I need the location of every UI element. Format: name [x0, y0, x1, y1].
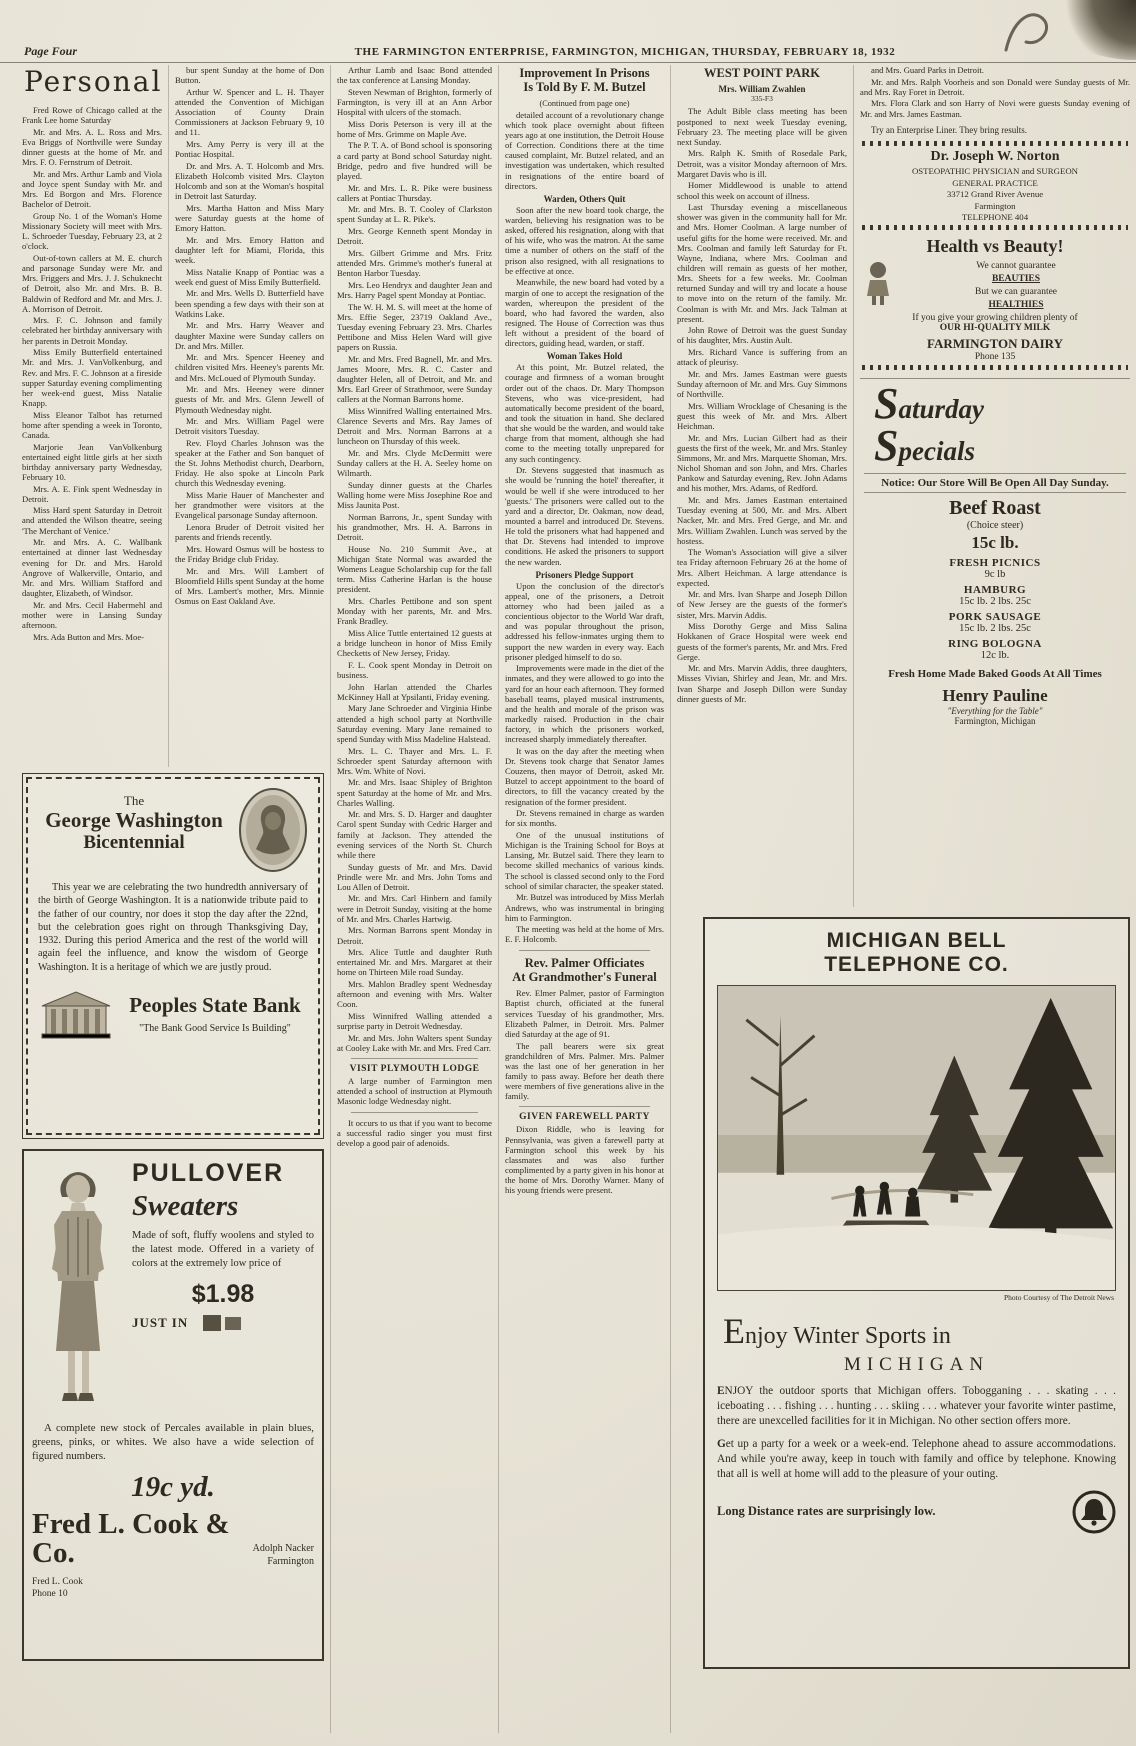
article-divider	[351, 1112, 478, 1113]
item-price: 9c lb	[984, 569, 1006, 581]
westpoint-heading: WEST POINT PARK	[704, 66, 820, 80]
news-paragraph: The W. H. M. S. will meet at the home of Mrs. Effie Seger, 23719 Oakland Ave., Tuesday evening February 23. Mrs. Charles Pettibone and Miss Helen Ward will give papers on Russia.	[337, 301, 492, 353]
store-name-row	[32, 1510, 314, 1568]
prisons-subhead-1: Warden, Others Quit	[543, 193, 626, 204]
sweater-thumbnail-image	[202, 1313, 244, 1333]
news-paragraph: Mrs. Ralph K. Smith of Rosedale Park, Detroit, was a visitor Monday afternoon of Mrs. Margaret Davis who is ill.	[677, 148, 847, 179]
article-paragraph: One of the unusual institutions of Michigan is the Training School for Boys at Lansing, Mr. Butzel said. There they learn to become skilled mechanics of various kinds. The school is classed second only to the Ford school of similar character, the speaker stated.	[505, 830, 664, 891]
westpoint-byline: Mrs. William Zwahlen	[718, 84, 806, 95]
footer-name: Fred L. Cook	[32, 1577, 83, 1588]
signature-block	[253, 1542, 314, 1568]
bell-footer-row	[717, 1490, 1116, 1534]
article-paragraph: Improvements were made in the diet of the inmates, and they were allowed to go into the yard for an hour each afternoon. They formed baseball teams, played musical instruments, and the health and morale of the prison was markedly raised. Production in the chair factory, in which the prisoners worked, increased sharply immediately thereafter.	[505, 663, 664, 745]
cook-ad-top	[32, 1159, 314, 1411]
cook-ad-body: Made of soft, fluffy woolens and styled to the latest mode. Offered in a variety of colors at the extremely low price of	[132, 1230, 314, 1270]
news-paragraph: Mr. and Mrs. A. L. Ross and Mrs. Eva Briggs of Northville were Sunday dinner guests at the home of Mr. and Mrs. F. O. Fernstrum of Detroit.	[22, 126, 162, 168]
news-paragraph: Homer Middlewood is unable to attend school this week on account of illness.	[677, 180, 847, 201]
dairy-line: But we can guarantee	[974, 286, 1058, 297]
news-paragraph: Mrs. William Wrocklage of Chesaning is the guest this week of Mr. and Mrs. Albert Heichman.	[677, 400, 847, 432]
news-paragraph: F. L. Cook spent Monday in Detroit on business.	[337, 659, 492, 681]
news-paragraph: Mr. and Mrs. Cecil Habermehl and mother were in Lansing Sunday afternoon.	[22, 599, 162, 630]
bank-name: Peoples State Bank	[129, 993, 301, 1018]
news-paragraph: Mrs. Martha Hatton and Miss Mary were Saturday guests at the home of Emory Hatton.	[175, 202, 324, 234]
news-paragraph: Rev. Floyd Charles Johnson was the speaker at the Father and Son banquet of the St. Johns Methodist church, Dearborn, Friday. He also spoke at Lincoln Park church this Wednesday evening.	[175, 437, 324, 489]
news-paragraph: Dr. and Mrs. A. T. Holcomb and Mrs. Elizabeth Holcomb visited Mrs. Clayton Holcomb and son at the Woman's hospital in Detroit last Saturday.	[175, 160, 324, 202]
prisons-subhead-2: Woman Takes Hold	[546, 351, 623, 362]
news-paragraph: Mrs. Charles Pettibone and son spent Monday with her parents, Mr. and Mrs. Frank Bradley.	[337, 596, 492, 627]
washington-title-the: The	[123, 793, 145, 808]
feature-item-sub: (Choice steer)	[966, 520, 1024, 532]
left-column-group	[22, 65, 324, 1733]
news-paragraph: Miss Doris Peterson is very ill at the home of Mrs. Grimme on Maple Ave.	[337, 118, 492, 139]
just-in-label: JUST IN	[132, 1314, 189, 1330]
farmington-dairy-ad	[860, 236, 1130, 370]
dairy-ad-row	[860, 260, 1130, 311]
doctor-town: Farmington	[974, 200, 1016, 211]
news-paragraph: Last Thursday evening a miscellaneous shower was given in the community hall for Mr. and Mrs. Homer Coolman. A large number of useful gifts for the home were received. Mr. and Mrs. Coolman and family left Saturday for Ft. Wayne, Indiana, where Mrs. Coolman and children will remain as guests of her mother, Mrs. Sheets for a few weeks. Mr. Coolman returned Sunday and will try and locate a house to move into on the return of the family. Mr. Coolman is with Mr. and Mrs. Jack Talman at present.	[677, 202, 847, 324]
signature-town: Farmington	[267, 1556, 314, 1568]
item-name: PORK SAUSAGE	[948, 611, 1042, 624]
specials-store-name: Henry Pauline	[942, 686, 1048, 706]
just-in-row	[132, 1313, 314, 1333]
continued-note: (Continued from page one)	[539, 98, 630, 108]
news-paragraph: Mrs. Howard Osmus will be hostess to the Friday Bridge club Friday.	[175, 543, 324, 564]
news-paragraph: Miss Emily Butterfield entertained Mr. and Mrs. J. VanVolkenburg, and Rev. and Mrs. F. C. Johnson at a fireside supper Saturday evening complimenting her week-end guest, Miss Natalie Knapp.	[22, 347, 162, 408]
baked-goods-line: Fresh Home Made Baked Goods At All Times	[888, 668, 1102, 681]
news-paragraph: Miss Alice Tuttle entertained 12 guests at a bridge luncheon in honor of Miss Emily Checketts of New Jersey, Friday.	[337, 627, 492, 659]
doctor-name: Dr. Joseph W. Norton	[930, 148, 1060, 164]
news-paragraph: The Woman's Association will give a silver tea Friday afternoon February 26 at the home of Mrs. Albert Heichman. A large attendance is expected.	[677, 547, 847, 588]
prisons-headline	[507, 66, 662, 95]
news-paragraph: Mrs. Norman Barrons spent Monday in Detroit.	[337, 925, 492, 946]
column-prisons-article	[498, 65, 664, 1733]
article-paragraph: At this point, Mr. Butzel related, the courage and firmness of a woman brought order out of the chaos. Dr. Mary Thompson Stevens, who was vice-president, had automatically become president of the board, and took the situation in hand. She declared that she would be the warden, and would take charge from that moment, although she had come to the meeting totally unprepared for any such contingency.	[505, 362, 664, 464]
price-text: $1.98	[191, 1279, 255, 1308]
news-paragraph: Mrs. L. C. Thayer and Mrs. L. F. Schroeder spent Saturday afternoon with Mrs. Wm. White of Novi.	[337, 745, 492, 776]
news-paragraph: Group No. 1 of the Woman's Home Missionary Society will meet with Mrs. L. Schroeder Tuesday, February 23, at 2 o'clock.	[22, 210, 162, 252]
dairy-name: FARMINGTON DAIRY	[927, 336, 1063, 352]
doctor-address: 33712 Grand River Avenue	[946, 189, 1044, 200]
news-paragraph: Mrs. Gilbert Grimme and Mrs. Fritz attended Mrs. Grimme's mother's funeral at Benton Harbor Tuesday.	[337, 247, 492, 279]
specials-notice: Notice: Our Store Will Be Open All Day Sunday.	[864, 473, 1126, 493]
page-label: Page Four	[24, 44, 78, 58]
long-distance-note: Long Distance rates are surprisingly low.	[717, 1504, 936, 1519]
news-paragraph: Arthur W. Spencer and L. H. Thayer attended the Convention of Michigan Association of County Drain Commissioners at Jackson February 9, 10 and 11.	[175, 86, 324, 138]
dairy-child-image	[860, 260, 896, 306]
westpoint-items	[677, 106, 847, 704]
news-paragraph: Mr. and Mrs. Spencer Heeney and children visited Mrs. Heeney's parents Mr. and Mrs. McLoued of Plymouth Sunday.	[175, 352, 324, 383]
news-paragraph: Mr. and Mrs. Ivan Sharpe and Joseph Dillon of New Jersey are the guests of the former's sister, Mrs. Marvin Addis.	[677, 589, 847, 620]
sweaters-subtitle: Sweaters	[132, 1190, 239, 1222]
price-list-item	[860, 611, 1130, 634]
dairy-line: We cannot guarantee	[976, 261, 1056, 272]
washington-ad-titles	[38, 787, 230, 873]
news-paragraph: Mr. and Mrs. Emory Hatton and daughter left for Miami, Florida, this week.	[175, 234, 324, 266]
doctor-practice: GENERAL PRACTICE	[952, 177, 1038, 188]
news-paragraph: John Harlan attended the Charles McKinney Hall at Ypsilanti, Friday evening.	[337, 681, 492, 702]
cook-store-ad	[22, 1149, 324, 1661]
news-paragraph: Mr. and Mrs. S. D. Harger and daughter Carol spent Sunday with Cedric Harger and family at Jackson. They attended the evening services of the North St. Church while there	[337, 809, 492, 860]
specials-title-line2: Specials	[874, 421, 975, 471]
article-divider	[351, 1058, 478, 1059]
washington-bicentennial-ad	[22, 773, 324, 1139]
bank-slogan: "The Bank Good Service Is Building"	[139, 1023, 291, 1035]
bank-row	[38, 988, 308, 1040]
news-paragraph: Mary Jane Schroeder and Virginia Hinbe attended a high school party at Northville Saturday evening. Mary Jane remained to spend Sunday with Miss Madeline Halstead.	[337, 703, 492, 744]
news-items-3	[337, 65, 492, 1053]
bell-company-name	[717, 929, 1116, 977]
article-divider	[519, 1106, 650, 1107]
washington-title-sub: Bicentennial	[83, 832, 185, 854]
news-paragraph: Mr. and Mrs. William Pagel were Detroit visitors Tuesday.	[175, 416, 324, 437]
news-paragraph: Mr. and Mrs. Isaac Shipley of Brighton spent Saturday at the home of Mr. and Mrs. Charles Walling.	[337, 777, 492, 808]
news-paragraph: The Adult Bible class meeting has been postponed to next week Tuesday evening, February 23. The meeting place will be given next Sunday.	[677, 106, 847, 147]
item-name: FRESH PICNICS	[949, 557, 1041, 570]
article-paragraph: Upon the conclusion of the director's appeal, one of the prisoners, a Detroit attorney who had been jailed as a concientious objector to the World War draft, and was popular throughout the prison, addressed his fellow-inmates urging them to support the new warden in every way. Each prisoner pledged himself to do so.	[505, 580, 664, 662]
right-columns	[677, 65, 1130, 907]
article-divider	[519, 950, 650, 951]
news-paragraph: Mr. and Mrs. Heeney were dinner guests of Mr. and Mrs. Glenn Jewell of Plymouth Wednesday night.	[175, 384, 324, 415]
percales-paragraph: A complete new stock of Percales available in plain blues, greens, pinks, or whites. We also have a wide selection of figured numbers.	[32, 1422, 314, 1463]
news-paragraph: The P. T. A. of Bond school is sponsoring a card party at Bond school Saturday night. Bridge, pedro and five hundred will be played.	[337, 140, 492, 181]
news-paragraph: Mr. and Mrs. Harry Weaver and daughter Maxine were Sunday callers on Dr. and Mrs. Miller.	[175, 320, 324, 351]
article-paragraph: detailed account of a revolutionary change which took place overnight about fifteen years ago at one institution, the Detroit House of Correction. Conditions there at the time caused complaint, Mr. Butzel related, and an investigation was undertaken, which resulted in resignations of the entire board of directors.	[505, 109, 664, 191]
bank-text	[122, 993, 308, 1034]
yard-price: 19c yd.	[131, 1471, 215, 1504]
farewell-heading: GIVEN FAREWELL PARTY	[519, 1112, 650, 1123]
article-paragraph: Dr. Stevens remained in charge as warden for six months.	[505, 808, 664, 829]
bell-headline: Enjoy Winter Sports in	[723, 1311, 951, 1352]
prisons-part-3	[505, 581, 664, 945]
news-paragraph: Mrs. Amy Perry is very ill at the Pontiac Hospital.	[175, 138, 324, 160]
news-paragraph: Mr. and Mrs. John Walters spent Sunday at Cooley Lake with Mr. and Mrs. Fred Carr.	[337, 1032, 492, 1053]
feature-item-price: 15c lb.	[971, 533, 1019, 553]
news-paragraph: Mrs. Flora Clark and son Harry of Novi were guests Sunday evening of Mr. and Mrs. James Eastman.	[860, 98, 1130, 119]
washington-title-main: George Washington	[45, 808, 223, 832]
masthead	[0, 0, 1136, 63]
article-paragraph: Meanwhile, the new board had voted by a margin of one to accept the resignation of the warden, whereupon the president of the board, who had favored the warden, also resigned. The House of Correction was thus left without a president of the board of directors, guiding head, warden, or staff.	[505, 277, 664, 349]
westpoint-phone-code: 335-F3	[751, 94, 773, 104]
palmer-paragraphs	[505, 988, 664, 1101]
washington-ad-header	[38, 787, 308, 873]
filler-paragraph: It occurs to us that if you want to become a successful radio singer you must first develop a good pair of adenoids.	[337, 1117, 492, 1148]
news-paragraph: Miss Winnifred Walling entertained Mrs. Clarence Severts and Mrs. Ray James of Detroit and Mrs. Norman Barrons at a luncheon on Thursday of this week.	[337, 406, 492, 447]
bank-building-image	[38, 988, 114, 1040]
news-paragraph: Out-of-town callers at M. E. church and parsonage Sunday were Mr. and Mrs. Friggers and Mrs. J. J. Schuknecht of Detroit, also Mr. and Mrs. B. B. Baldwin of Redford and Mr. and Mrs. J. A. Morrison of Detroit.	[22, 252, 162, 314]
michigan-bell-ad	[703, 917, 1130, 1669]
news-paragraph: Mr. and Mrs. Wells D. Butterfield have been spending a few days with their son at Watkins Lake.	[175, 288, 324, 319]
lodge-heading: VISIT PLYMOUTH LODGE	[349, 1064, 480, 1075]
bell-logo-icon	[1072, 1490, 1116, 1534]
news-paragraph: Mr. and Mrs. Lucian Gilbert had as their guests the first of the week, Mr. and Mrs. Stanley Simmons, Mr. and Mrs. Marquette Shoman, Mrs. Nichol Shoman and son John, and Mrs. Charles Pankow and Saturday evening, Rev. John Adams and his mother, Mrs. Adams, of Redford.	[677, 432, 847, 494]
cook-ad-copy	[132, 1159, 314, 1411]
news-paragraph: Mr. and Mrs. James Eastman entertained Tuesday evening at 500, Mr. and Mrs. Albert Nacker, Mr. and Mrs. Fred Gerge, and Mr. and Mrs. William Zwahlen. Lunch was served by the hostess.	[677, 495, 847, 546]
news-paragraph: Arthur Lamb and Isaac Bond attended the tax conference at Lansing Monday.	[337, 65, 492, 86]
article-paragraph: Soon after the new board took charge, the warden, believing his resignation was to be asked, offered his resignation, along with that of his wife, who was the matron. At the same time a number of others on the staff of the prison also resigned, with all resignations to be effective at once.	[505, 204, 664, 276]
dairy-body: If you give your growing children plenty of	[912, 313, 1078, 324]
news-paragraph: Mr. and Mrs. Will Lambert of Bloomfield Hills spent Sunday at the home of Mrs. Lambert's mother, Mrs. Minnie Osmus on East Oakland Ave.	[175, 565, 324, 607]
news-paragraph: Miss Dorothy Gerge and Miss Salina Hokkanen of Grace Hospital were week end guests of the former's parents, Mr. and Mrs. Fred Gerge.	[677, 621, 847, 662]
dairy-ad-title: Health vs Beauty!	[926, 236, 1064, 257]
news-paragraph: Mr. and Mrs. Arthur Lamb and Viola and Joyce spent Sunday with Mr. and Mrs. Ed Borgon and Mrs. Florence Bachelor of Detroit.	[22, 168, 162, 210]
news-paragraph: Fred Rowe of Chicago called at the Frank Lee home Saturday	[22, 105, 162, 126]
news-paragraph: Miss Marie Hauer of Manchester and her grandmother were visitors at the Evangelical parsonage Sunday afternoon.	[175, 490, 324, 521]
price-list-item	[860, 638, 1130, 661]
feature-item-name: Beef Roast	[949, 497, 1041, 520]
news-paragraph: Mrs. Alice Tuttle and daughter Ruth entertained Mr. and Mrs. Margaret at their home on Thirteen Mile road Sunday.	[337, 947, 492, 978]
news-paragraph: John Rowe of Detroit was the guest Sunday of his daughter, Mrs. Austin Ault.	[677, 325, 847, 346]
news-paragraph: Mr. and Mrs. Carl Hinbern and family were in Detroit Sunday, visiting at the home of Mr. and Mrs. Charles Hartwig.	[337, 893, 492, 924]
article-paragraph: The pall bearers were six great grandchildren of Mrs. Palmer. Mrs. Palmer was the last one of her generation in her family to pass away. Before her death there were members of five generations alive in the family.	[505, 1040, 664, 1102]
news-paragraph: Sunday guests of Mr. and Mrs. David Prindle were Mr. and Mrs. John Toms and Lou Allen of Detroit.	[337, 861, 492, 892]
news-paragraph: Steven Newman of Brighton, formerly of Farmington, is very ill at an Ann Arbor Hospital with ulcers of the stomach.	[337, 86, 492, 118]
news-paragraph: Marjorie Jean VanVolkenburg entertained eight little girls at her sixth birthday anniversary party Wednesday, February 10.	[22, 441, 162, 482]
news-paragraph: House No. 210 Summit Ave., at Michigan State Normal was awarded the Womens League Scholarship cup for the fall term. Miss Catherine Harlan is the house president.	[337, 543, 492, 595]
saturday-specials-ad	[860, 378, 1130, 726]
news-paragraph: Mr. and Mrs. James Eastman were guests Sunday afternoon of Mr. and Mrs. Guy Simmons of Northville.	[677, 368, 847, 400]
news-paragraph: Miss Natalie Knapp of Pontiac was a week end guest of Miss Emily Butterfield.	[175, 266, 324, 287]
price-list-item	[860, 584, 1130, 607]
newspaper-title-line: THE FARMINGTON ENTERPRISE, FARMINGTON, MICHIGAN, THURSDAY, FEBRUARY 18, 1932	[354, 46, 896, 58]
prisons-headline-line2: Is Told By F. M. Butzel	[523, 80, 646, 95]
palmer-headline-line1: Rev. Palmer Officiates	[524, 955, 645, 970]
prisons-part-2	[505, 362, 664, 566]
news-paragraph: Mr. and Mrs. Marvin Addis, three daughters, Misses Vivian, Shirley and Jean, Mr. and Mrs. Ivan Sharpe and Joseph Dillon were Sunday dinner guests of Mr.	[677, 663, 847, 704]
photo-credit: Photo Courtesy of The Detroit News	[1003, 1293, 1114, 1303]
article-paragraph: Dr. Stevens suggested that inasmuch as she would be 'running the hotel' thereafter, it would be well if she were introduced to her 'guests.' The prisoners were called out to the yard and a director, Dr. Oakman, now dead, mounted a barrel and introduced Dr. Stevens. He told the prisoners what had happened and that Dr. Stevens had intended to improve conditions. He asked the prisoners to support the new warden.	[505, 465, 664, 567]
doctor-specialty: OSTEOPATHIC PHYSICIAN and SURGEON	[911, 166, 1079, 177]
item-price: 12c lb.	[980, 650, 1010, 662]
news-fragments	[860, 65, 1130, 119]
footer-phone: Phone 10	[32, 1589, 68, 1600]
news-paragraph: Mr. and Mrs. Clyde McDermitt were Sunday callers at the H. A. Seeley home on Wilmarth.	[337, 448, 492, 479]
bell-company-line2: TELEPHONE CO.	[824, 953, 1009, 977]
pullover-title: PULLOVER	[132, 1159, 285, 1187]
prisons-headline-line1: Improvement In Prisons	[519, 66, 650, 80]
news-paragraph: Miss Hard spent Saturday in Detroit and attended the Wilson theatre, seeing 'The Merchant of Venice.'	[22, 505, 162, 536]
doctor-telephone: TELEPHONE 404	[961, 212, 1029, 223]
sweater-woman-image	[32, 1159, 124, 1411]
news-paragraph: Sunday dinner guests at the Charles Walling home were Miss Josephine Roe and Miss Jaunita Post.	[337, 479, 492, 511]
column-westpoint	[677, 65, 847, 907]
news-paragraph: Mrs. Ada Button and Mrs. Moe-	[33, 631, 144, 642]
news-paragraph: Mr. and Mrs. A. C. Wallbank entertained at dinner last Wednesday evening for Dr. and Mrs. Harold Angrove of Walkerville, Ontario, and Mr. and Mrs. William Stafford and daughter, Elizabeth, of Windsor.	[22, 537, 162, 598]
signature-name: Adolph Nacker	[252, 1543, 314, 1555]
enterprise-liner-note: Try an Enterprise Liner. They bring results.	[871, 124, 1027, 135]
news-paragraph: Miss Winnifred Walling attended a surprise party in Detroit Wednesday.	[337, 1011, 492, 1032]
right-column-group	[670, 65, 1130, 1733]
news-paragraph: Mrs. Mahlon Bradley spent Wednesday afternoon and evening with Mrs. Walter Coon.	[337, 979, 492, 1010]
article-paragraph: The meeting was held at the home of Mrs. E. F. Holcomb.	[505, 924, 664, 945]
lodge-paragraph: A large number of Farmington men attended a school of instruction at Plymouth Masonic lodge Wednesday night.	[337, 1076, 492, 1107]
handwritten-mark	[1000, 6, 1058, 58]
dairy-lines	[902, 260, 1130, 311]
farewell-paragraph: Dixon Riddle, who is leaving for Pennsylvania, was given a farewell party at Farmington school this week by his classmates and was also further complimented by a party given in his honor at the home of Mrs. Dorothy Warner. Many of his young friends were present.	[505, 1124, 664, 1196]
column-right-ads	[853, 65, 1130, 907]
specials-location: Farmington, Michigan	[954, 716, 1036, 727]
column-news-3	[330, 65, 492, 1733]
news-paragraph: Lenora Bruder of Detroit visited her parents and friends recently.	[175, 522, 324, 543]
news-paragraph: Mr. and Mrs. L. R. Pike were business callers at Pontiac Thursday.	[337, 182, 492, 203]
personal-columns	[22, 65, 324, 767]
news-paragraph: Miss Eleanor Talbot has returned home after spending a week in Toronto, Canada.	[22, 409, 162, 440]
bell-headline-state: MICHIGAN	[843, 1354, 990, 1376]
news-paragraph: Mrs. Leo Hendryx and daughter Jean and Mrs. Harry Pagel spent Monday at Pontiac.	[337, 279, 492, 300]
washington-portrait-image	[238, 787, 308, 873]
personal-items-2	[175, 65, 324, 606]
ornament-rule	[862, 225, 1128, 230]
personal-section-title: Personal	[24, 65, 162, 98]
news-paragraph: and Mrs. Guard Parks in Detroit.	[871, 65, 984, 75]
article-paragraph: It was on the day after the meeting when Dr. Stevens took charge that Senator James Couzens, then mayor of Detroit, asked Mr. Butzel to accept appointment to the board of directors, to fill the vacancy created by the resignation of the former president.	[505, 745, 664, 807]
prisons-lead	[505, 110, 664, 191]
prisons-part-1	[505, 205, 664, 348]
news-paragraph: Mrs. Richard Vance is suffering from an attack of pleurisy.	[677, 347, 847, 368]
ornament-rule	[862, 365, 1128, 370]
item-name: RING BOLOGNA	[948, 638, 1042, 651]
specials-title-line1: Saturday	[874, 379, 984, 429]
bell-paragraph-2: Get up a party for a week or a week-end. Telephone ahead to assure accommodations. And while you're away, keep in touch with family and office by telephone. Knowing that all is well at home will add to the pleasure of your outing.	[717, 1438, 1116, 1480]
palmer-headline-line2: At Grandmother's Funeral	[512, 969, 657, 984]
personal-items-1	[22, 105, 162, 642]
item-price: 15c lb. 2 lbs. 25c	[959, 596, 1031, 608]
dairy-line: HEALTHIES	[988, 299, 1044, 310]
specials-tagline: "Everything for the Table"	[947, 706, 1043, 717]
news-paragraph: Mrs. A. E. Fink spent Wednesday in Detroit.	[22, 483, 162, 504]
cook-footer	[32, 1576, 314, 1601]
news-paragraph: Norman Barrons, Jr., spent Sunday with his grandmother, Mrs. H. A. Barrons in Detroit.	[337, 511, 492, 543]
palmer-headline	[507, 956, 662, 985]
bell-company-line1: MICHIGAN BELL	[826, 929, 1007, 952]
dairy-phone: Phone 135	[974, 352, 1016, 363]
news-paragraph: Mr. and Mrs. Fred Bagnell, Mr. and Mrs. James Moore, Mrs. R. C. Caster and daughter Helen, all of Detroit, and Mr. and Mrs. Earl Greer of Strathmoor, were Sunday callers at the Norman Barrons home.	[337, 353, 492, 405]
news-paragraph: bur spent Sunday at the home of Don Button.	[175, 65, 324, 86]
store-name: Fred L. Cook & Co.	[32, 1508, 230, 1570]
columns-area	[0, 63, 1136, 1733]
news-paragraph: Mrs. George Kenneth spent Monday in Detroit.	[337, 226, 492, 247]
washington-ad-body: This year we are celebrating the two hundredth anniversary of the birth of George Washington. It is a nationwide tribute paid to the father of our country, nor does it stop the day after the 22nd, but the celebration goes right on through Thanksgiving Day, 1932. During this period America and the rest of the world will again feel the influence, and know the wisdom of George Washington. It is a heritage of which we are justly proud.	[38, 882, 308, 973]
item-price: 15c lb. 2 lbs. 25c	[959, 623, 1031, 635]
news-paragraph: Mrs. F. C. Johnson and family celebrated her birthday anniversary with her parents in Detroit Monday.	[22, 315, 162, 346]
price-list-item	[860, 557, 1130, 580]
column-personal-1	[22, 65, 162, 767]
news-paragraph: Mr. and Mrs. B. T. Cooley of Clarkston spent Sunday at L. R. Pike's.	[337, 204, 492, 225]
washington-ad-inner	[26, 777, 320, 1135]
ornament-rule	[862, 141, 1128, 146]
prisons-subhead-3: Prisoners Pledge Support	[535, 569, 634, 580]
winter-sports-photo	[717, 985, 1116, 1291]
item-name: HAMBURG	[963, 584, 1027, 597]
article-paragraph: Rev. Elmer Palmer, pastor of Farmington Baptist church, officiated at the funeral services Tuesday of his grandmother, Mrs. Elizabeth Palmer, in Detroit. Mrs. Palmer died Saturday at the age of 91.	[505, 988, 664, 1039]
news-paragraph: Mr. and Mrs. Ralph Voorheis and son Donald were Sunday guests of Mr. and Mrs. Ray Foret in Detroit.	[860, 76, 1130, 97]
article-paragraph: Mr. Butzel was introduced by Miss Merlah Andrews, who was instrumental in bringing him to Farmington.	[505, 892, 664, 923]
bell-paragraph-1: ENJOY the outdoor sports that Michigan offers. Tobogganing . . . skating . . . iceboating . . . fishing . . . hunting . . . skiing . . . whatever your favorite winter pastime, there are unexcelled facilities for it in Michigan. No other section offers more.	[717, 1385, 1116, 1428]
dairy-line: BEAUTIES	[991, 274, 1041, 285]
norton-doctor-ad	[860, 141, 1130, 231]
dairy-product: OUR HI-QUALITY MILK	[939, 323, 1051, 334]
column-personal-2	[168, 65, 324, 767]
